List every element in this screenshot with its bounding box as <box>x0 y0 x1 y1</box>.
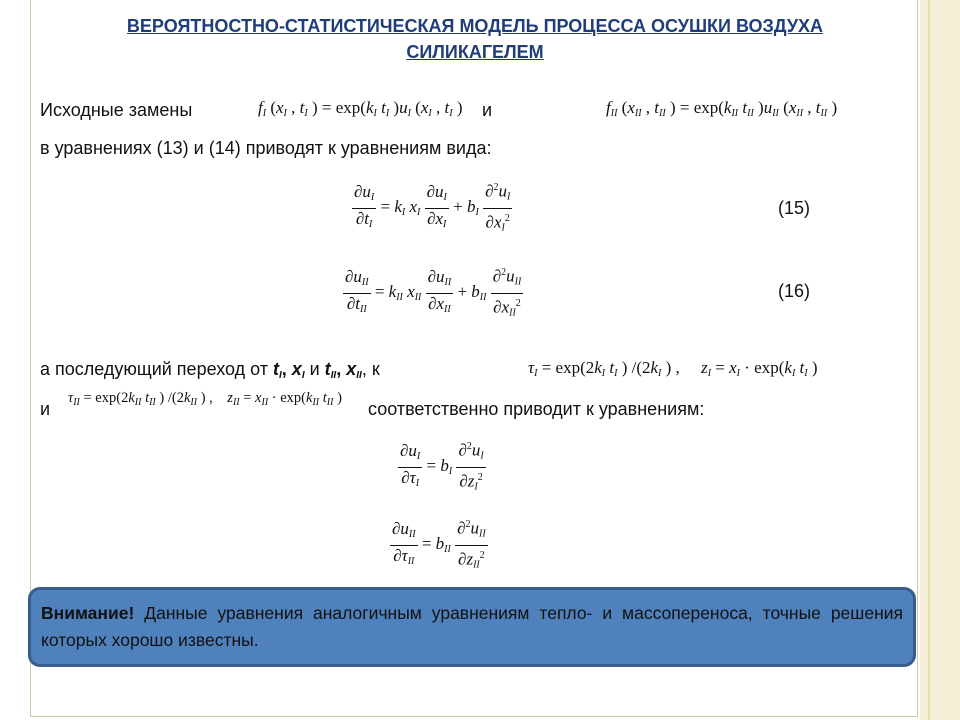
and-word2: и <box>40 399 51 419</box>
equation-tau1: $\frac{\partial u_I}{\partial\tau_I}$ = $b_I$ $\frac{\partial^2u_I}{\partial z_I^2}$ <box>398 437 486 497</box>
transition-line: а последующий переход от $t_I$, $x_I$ и $t_{II}$, $x_{II}$, к <box>40 359 380 381</box>
equation-tau2: $\frac{\partial u_{II}}{\partial\tau_{II}}$ = $b_{II}$ $\frac{\partial^2u_{II}}{\partial z_{II}^2}$ <box>390 515 488 575</box>
slide-title-line1: ВЕРОЯТНОСТНО-СТАТИСТИЧЕСКАЯ МОДЕЛЬ ПРОЦЕССА ОСУШКИ ВОЗДУХА <box>126 16 824 36</box>
slide-title-line2: СИЛИКАГЕЛЕМ <box>406 42 544 62</box>
transition-k: к <box>371 359 380 379</box>
callout-bold: Внимание! <box>41 603 135 623</box>
equation-16: $\frac{\partial u_{II}}{\partial t_{II}}$ = $k_{II}$ $x_{II}$ $\frac{\partial u_{II}}{\partial x_{II}}$ + $b_{II}$ $\frac{\partial^2u_{II}}{\partial x_{II}^2}$ <box>343 263 523 323</box>
and-word: и <box>482 100 493 120</box>
formula-f1: $f_I$ ($x_I$ , $t_I$ ) = $\exp(k_I$ $t_I$ )$u_I$ ($x_I$ , $t_I$ ) <box>258 98 463 119</box>
comma: , <box>209 390 213 406</box>
initial-subs-text: Исходные замены <box>40 100 193 120</box>
sidebar-rule <box>928 0 930 720</box>
formula-tau2-z2: $\tau_{II} = \exp(2k_{II}$ $t_{II}$ ) $/(2k_{II}$ ) , $z_{II} = x_{II} \cdot \exp(k_{II}$ $t_{II}$ ) <box>68 390 342 408</box>
respectively-text: соответственно приводит к уравнениям: <box>368 399 705 419</box>
callout-body: Данные уравнения аналогичным уравнениям тепло- и массопереноса, точные решения которых хорошо известны. <box>41 603 903 650</box>
callout-text <box>41 600 903 654</box>
transition-text: а последующий переход от <box>40 359 268 379</box>
attention-callout <box>28 587 916 667</box>
equation-15: $\frac{\partial u_I}{\partial t_I}$ = $k_I$ $x_I$ $\frac{\partial u_I}{\partial x_I}$ + $b_I$ $\frac{\partial^2u_I}{\partial x_I^2}$ <box>352 178 512 238</box>
formula-f2: $f_{II}$ ($x_{II}$ , $t_{II}$ ) = $\exp(k_{II}$ $t_{II}$ )$u_{II}$ ($x_{II}$ , $t_{II}$ ) <box>606 98 838 119</box>
in-equations-text: в уравнениях (13) и (14) приводят к уравнениям вида: <box>40 138 492 158</box>
equation-15-number: (15) <box>778 198 811 218</box>
sidebar-strip <box>920 0 960 720</box>
equation-16-number: (16) <box>778 281 811 301</box>
formula-tau1-z1: $\tau_I = \exp(2k_I$ $t_I$ ) $/(2k_I$ ) , $z_I = x_I \cdot \exp(k_I$ $t_I$ ) <box>528 358 818 379</box>
